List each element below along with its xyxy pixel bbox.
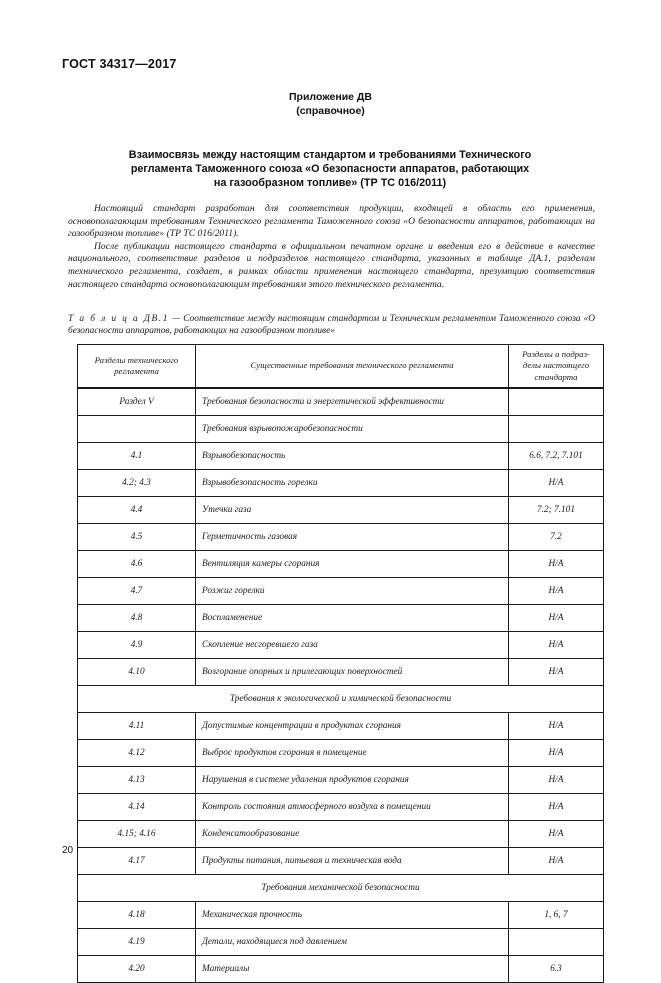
table-row <box>78 956 604 983</box>
cell-standard-section: Н/А <box>509 713 604 740</box>
table-caption-text: Соответствие между настоящим стандартом и Техническим регламентом Таможенного союза «О безопасности аппаратов, работающих на газообразном топливе» <box>68 314 595 337</box>
cell-requirement: Взрывобезопасность горелки <box>196 470 509 497</box>
table-row <box>78 929 604 956</box>
cell-tr-section: 4.4 <box>78 497 196 524</box>
cell-tr-section <box>78 416 196 443</box>
cell-requirement: Скопление несгоревшего газа <box>196 632 509 659</box>
cell-standard-section: Н/А <box>509 659 604 686</box>
annex-label: Приложение ДВ <box>289 91 372 103</box>
cell-tr-section: 4.10 <box>78 659 196 686</box>
cell-standard-section: 6.6, 7.2, 7.101 <box>509 443 604 470</box>
cell-requirement: Детали, находящиеся под давлением <box>196 929 509 956</box>
cell-standard-section <box>509 929 604 956</box>
cell-standard-section: 7.2; 7.101 <box>509 497 604 524</box>
cell-tr-section: 4.13 <box>78 767 196 794</box>
cell-requirement: Конденсатообразование <box>196 821 509 848</box>
table-row <box>78 686 604 713</box>
cell-requirement: Требования взрывопожаробезопасности <box>196 416 509 443</box>
table-body <box>78 388 604 983</box>
cell-standard-section: Н/А <box>509 551 604 578</box>
cell-requirement: Механическая прочность <box>196 902 509 929</box>
cell-tr-section: 4.20 <box>78 956 196 983</box>
table-caption <box>68 313 595 338</box>
cell-standard-section: Н/А <box>509 848 604 875</box>
table-row <box>78 416 604 443</box>
cell-requirement: Нарушения в системе удаления продуктов сгорания <box>196 767 509 794</box>
table-caption-label: Т а б л и ц а ДВ.1 <box>68 314 169 324</box>
cell-standard-section: Н/А <box>509 578 604 605</box>
table-row <box>78 848 604 875</box>
table-row <box>78 902 604 929</box>
cell-requirement: Вентиляция камеры сгорания <box>196 551 509 578</box>
cell-tr-section: 4.8 <box>78 605 196 632</box>
cell-standard-section: 7.2 <box>509 524 604 551</box>
annex-kind: (справочное) <box>296 105 365 117</box>
paragraph-1: Настоящий стандарт разработан для соответствия продукции, входящей в область его применения, основополагающим требованиям Технического регламента Таможенного союза «О безопасности аппаратов, работающих на газообразном топливе» (ТР ТС 016/2011). <box>68 203 595 240</box>
annex-heading <box>0 90 661 118</box>
cell-tr-section: 4.17 <box>78 848 196 875</box>
cell-standard-section <box>509 388 604 416</box>
table-row <box>78 659 604 686</box>
table-row <box>78 713 604 740</box>
cell-tr-section: 4.7 <box>78 578 196 605</box>
table-row <box>78 875 604 902</box>
cell-requirement: Материалы <box>196 956 509 983</box>
cell-requirement: Продукты питания, питьевая и техническая вода <box>196 848 509 875</box>
cell-tr-section: 4.1 <box>78 443 196 470</box>
page-number: 20 <box>62 845 74 856</box>
table-row <box>78 794 604 821</box>
cell-requirement: Взрывобезопасность <box>196 443 509 470</box>
cell-standard-section: Н/А <box>509 632 604 659</box>
table-row <box>78 821 604 848</box>
cell-requirement: Возгорание опорных и прилегающих поверхностей <box>196 659 509 686</box>
cell-tr-section: 4.19 <box>78 929 196 956</box>
cell-standard-section: 1, 6, 7 <box>509 902 604 929</box>
column-header-essential-requirements: Существенные требования технического регламента <box>196 345 509 389</box>
paragraph-2: После публикации настоящего стандарта в официальном печатном органе и введения его в действие в качестве национального, соответствие разделов и подразделов настоящего стандарта, указанных в таблице ДА.1, разделам технического регламента, создает, в рамках области применения настоящего стандарта, презумпцию соответствия настоящего стандарта основополагающим требованиям этого технического регламента. <box>68 240 595 290</box>
body-paragraphs <box>68 203 595 291</box>
cell-requirement: Воспламенение <box>196 605 509 632</box>
table-row <box>78 551 604 578</box>
page-title-line-1: Взаимосвязь между настоящим стандартом и требованиями Технического <box>128 149 532 161</box>
table-section-heading: Требования механической безопасности <box>78 875 604 902</box>
cell-standard-section <box>509 416 604 443</box>
cell-tr-section: 4.11 <box>78 713 196 740</box>
cell-standard-section: Н/А <box>509 605 604 632</box>
cell-requirement: Выброс продуктов сгорания в помещение <box>196 740 509 767</box>
table-row <box>78 443 604 470</box>
cell-requirement: Утечки газа <box>196 497 509 524</box>
table-row <box>78 767 604 794</box>
table-header-row <box>78 345 604 389</box>
cell-tr-section: 4.2; 4.3 <box>78 470 196 497</box>
cell-tr-section: 4.15; 4.16 <box>78 821 196 848</box>
page-title-line-2: регламента Таможенного союза «О безопасности аппаратов, работающих <box>130 163 530 176</box>
cell-tr-section: Раздел V <box>78 388 196 416</box>
cell-tr-section: 4.14 <box>78 794 196 821</box>
table-row <box>78 578 604 605</box>
requirements-table <box>77 344 604 983</box>
table-row <box>78 740 604 767</box>
column-header-tr-sections: Разделы технического регламента <box>78 345 196 389</box>
cell-standard-section: Н/А <box>509 794 604 821</box>
table-row <box>78 524 604 551</box>
cell-requirement: Розжиг горелки <box>196 578 509 605</box>
table-caption-dash: — <box>169 314 184 324</box>
cell-standard-section: Н/А <box>509 821 604 848</box>
table-row <box>78 470 604 497</box>
cell-tr-section: 4.6 <box>78 551 196 578</box>
cell-requirement: Контроль состояния атмосферного воздуха в помещении <box>196 794 509 821</box>
cell-standard-section: Н/А <box>509 767 604 794</box>
table-row <box>78 388 604 416</box>
running-header: ГОСТ 34317—2017 <box>62 57 177 71</box>
cell-tr-section: 4.12 <box>78 740 196 767</box>
table-row <box>78 497 604 524</box>
cell-standard-section: Н/А <box>509 470 604 497</box>
table-row <box>78 605 604 632</box>
cell-standard-section: 6.3 <box>509 956 604 983</box>
table-section-heading: Требования к экологической и химической безопасности <box>78 686 604 713</box>
cell-tr-section: 4.18 <box>78 902 196 929</box>
cell-tr-section: 4.9 <box>78 632 196 659</box>
table-header <box>78 345 604 389</box>
page-title <box>95 148 565 191</box>
cell-standard-section: Н/А <box>509 740 604 767</box>
cell-requirement: Требования безопасности и энергетической эффективности <box>196 388 509 416</box>
column-header-standard-sections: Разделы и подраз-делы настоящего стандарта <box>509 345 604 389</box>
cell-requirement: Допустимые концентрации в продуктах сгорания <box>196 713 509 740</box>
page-title-line-3: на газообразном топливе» (ТР ТС 016/2011) <box>213 177 447 190</box>
cell-requirement: Герметичность газовая <box>196 524 509 551</box>
table-row <box>78 632 604 659</box>
cell-tr-section: 4.5 <box>78 524 196 551</box>
